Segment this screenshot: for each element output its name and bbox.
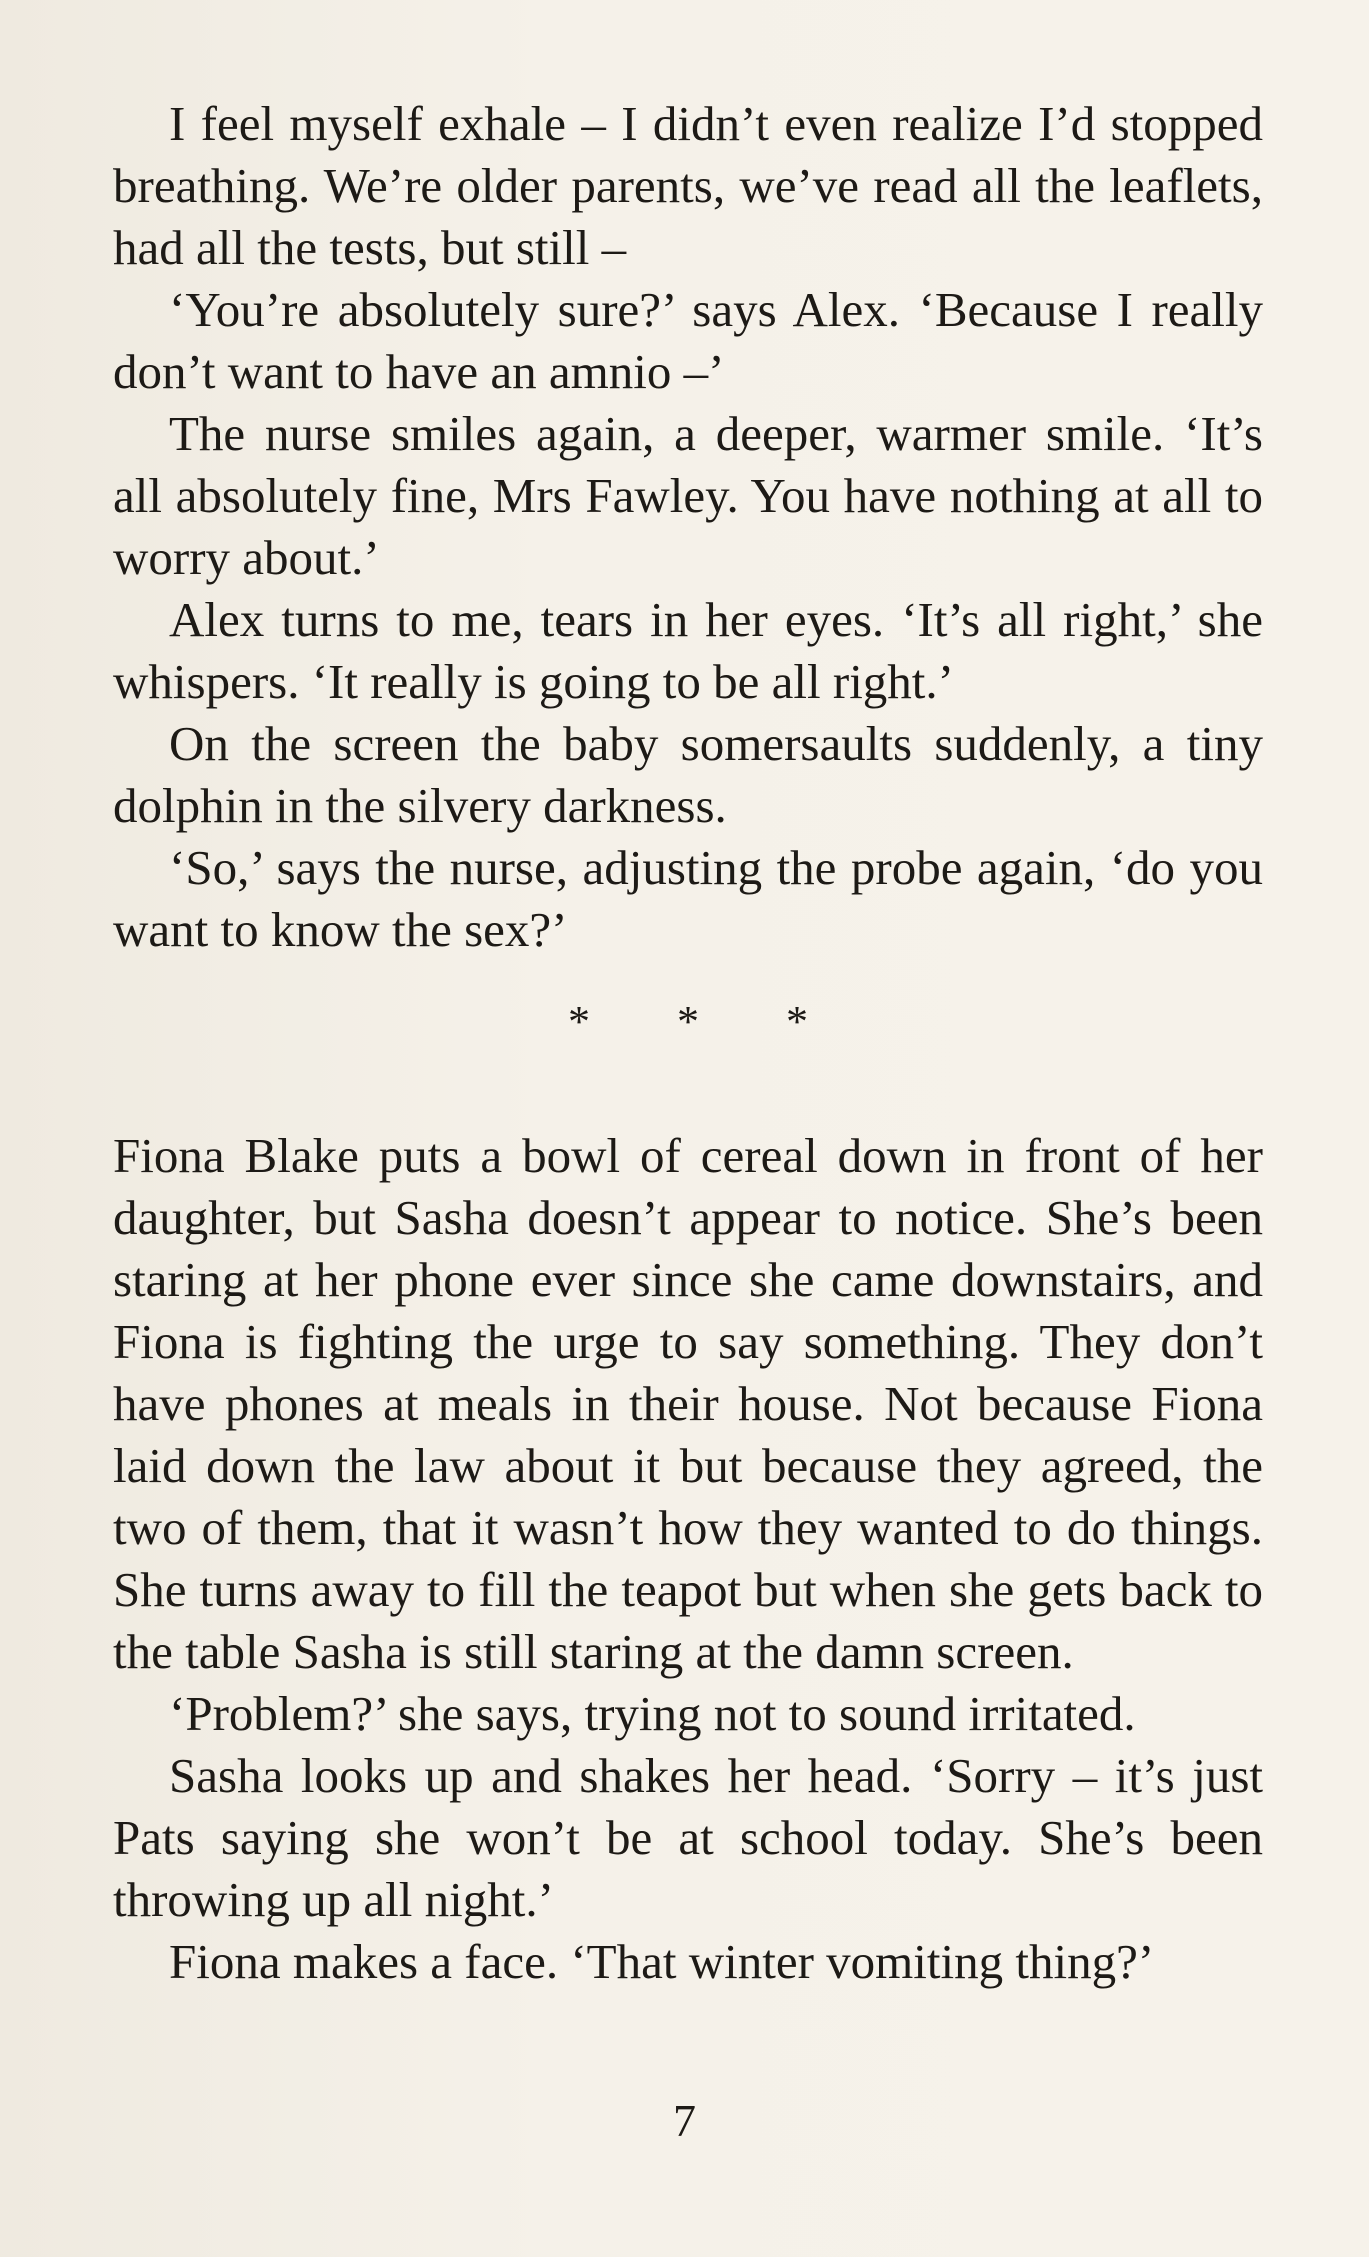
paragraph: ‘So,’ says the nurse, adjusting the probe again, ‘do you want to know the sex?’: [113, 840, 1263, 957]
paragraph: ‘You’re absolutely sure?’ says Alex. ‘Because I really don’t want to have an amnio –’: [113, 282, 1263, 399]
scene-break-gap: [113, 1085, 1263, 1125]
body-text: [113, 93, 1263, 1993]
paragraph: Fiona Blake puts a bowl of cereal down in front of her daughter, but Sasha doesn’t appear to notice. She’s been staring at her phone ever since she came downstairs, and Fiona is fighting the urge to say something. They don’t have phones at meals in their house. Not because Fiona laid down the law about it but because they agreed, the two of them, that it wasn’t how they wanted to do things. She turns away to fill the teapot but when she gets back to the table Sasha is still staring at the damn screen.: [113, 1128, 1263, 1679]
paragraph: ‘Problem?’ she says, trying not to sound irritated.: [169, 1686, 1136, 1741]
section-1: [113, 93, 1263, 961]
paragraph: Alex turns to me, tears in her eyes. ‘It’s all right,’ she whispers. ‘It really is going to be all right.’: [113, 592, 1263, 709]
page-number: 7: [673, 2095, 696, 2146]
section-2: [113, 1125, 1263, 1993]
paragraph: On the screen the baby somersaults suddenly, a tiny dolphin in the silvery darkness.: [113, 716, 1263, 833]
paragraph: The nurse smiles again, a deeper, warmer smile. ‘It’s all absolutely fine, Mrs Fawley. You have nothing at all to worry about.’: [113, 406, 1263, 585]
paragraph: Fiona makes a face. ‘That winter vomiting thing?’: [169, 1934, 1155, 1989]
paragraph: I feel myself exhale – I didn’t even realize I’d stopped breathing. We’re older parents, we’ve read all the leaflets, had all the tests, but still –: [113, 96, 1263, 275]
paragraph: Sasha looks up and shakes her head. ‘Sorry – it’s just Pats saying she won’t be at school today. She’s been throwing up all night.’: [113, 1748, 1263, 1927]
scene-break: * * *: [568, 997, 846, 1046]
